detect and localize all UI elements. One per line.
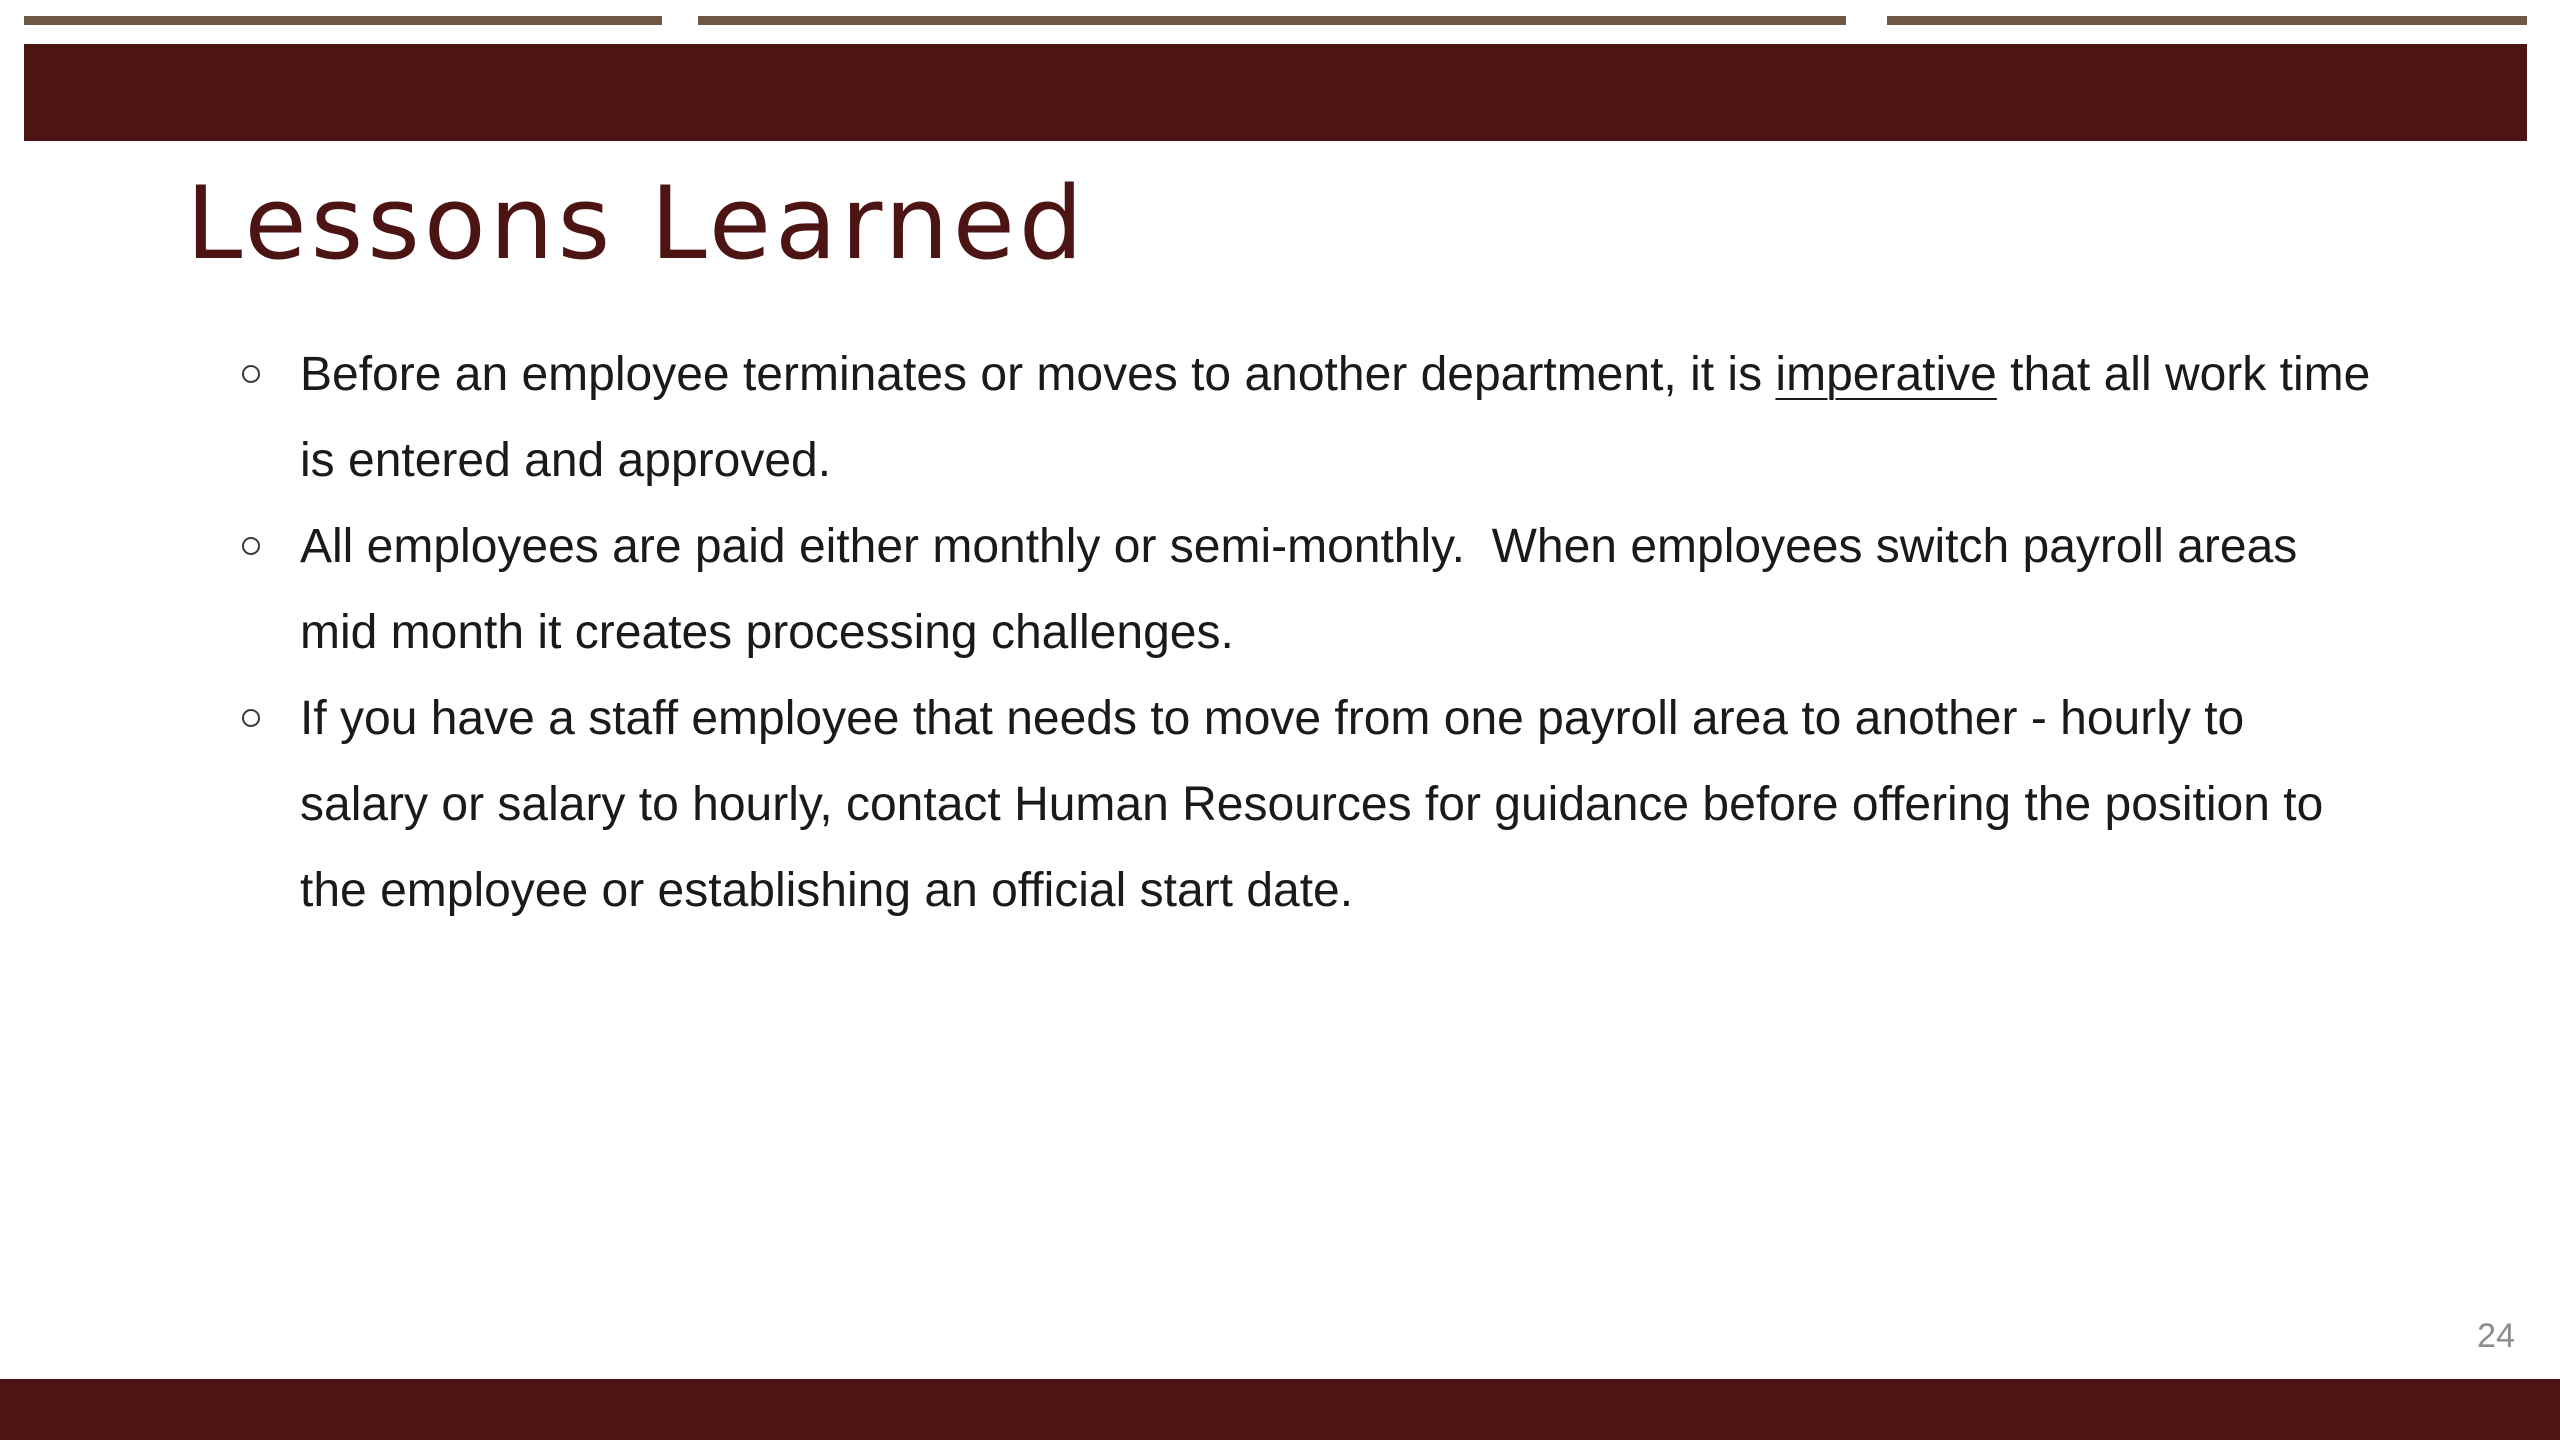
hollow-circle-bullet-icon — [242, 709, 260, 727]
hollow-circle-bullet-icon — [242, 365, 260, 383]
hollow-circle-bullet-icon — [242, 537, 260, 555]
bullet-list — [238, 332, 2378, 934]
header-band — [24, 44, 2527, 141]
bullet-item — [238, 676, 2378, 934]
bullet-item — [238, 332, 2378, 504]
page-number: 24 — [2477, 1317, 2515, 1355]
bullet-text — [300, 348, 2370, 487]
bullet-text: If you have a staff employee that needs to move from one payroll area to another - hourly to salary or salary to hourly, contact Human Resources for guidance before offering the position to the employee or establishing an official start date. — [300, 692, 2324, 917]
footer-band — [0, 1379, 2560, 1440]
bullet-text-part: Before an employee terminates or moves to another department, it is — [300, 348, 1776, 401]
top-accent-line — [24, 16, 662, 25]
emphasized-word: imperative — [1775, 348, 1997, 401]
bullet-text: All employees are paid either monthly or semi-monthly. When employees switch payroll areas mid month it creates processing challenges. — [300, 520, 2311, 659]
bullet-text-part: that all work time is entered and approved. — [300, 348, 2371, 487]
top-accent-line — [698, 16, 1846, 25]
bullet-item — [238, 504, 2378, 676]
top-accent-line — [1887, 16, 2527, 25]
slide-title: Lessons Learned — [186, 164, 1087, 282]
